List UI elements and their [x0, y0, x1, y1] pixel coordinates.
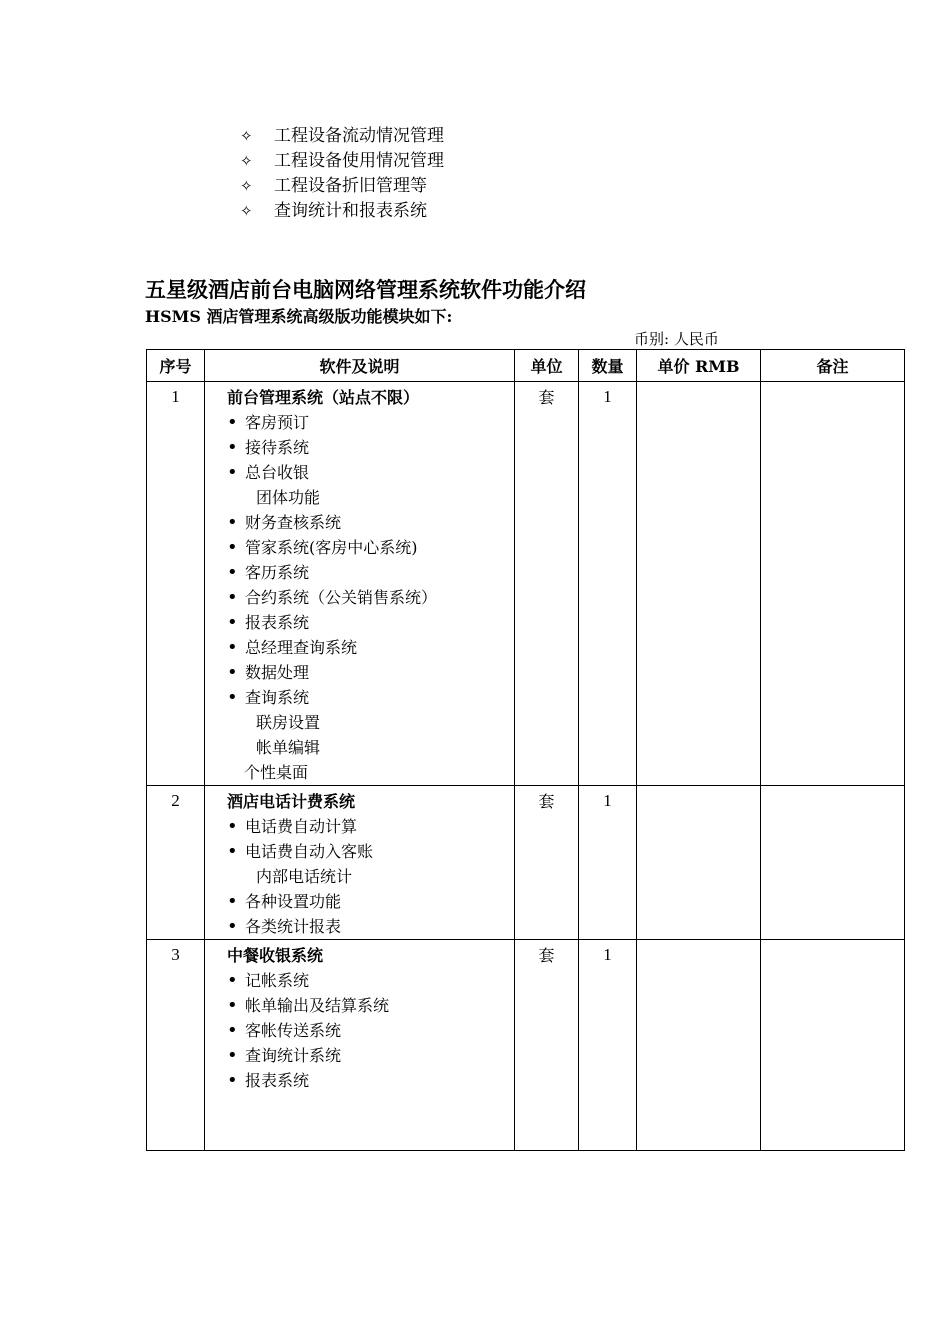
- price-cell: [637, 382, 761, 786]
- header-qty: 数量: [579, 350, 637, 382]
- feature-item: • 客房预订: [227, 410, 514, 435]
- remark-cell: [761, 382, 905, 786]
- feature-item: • 合约系统（公关销售系统）: [227, 585, 514, 610]
- feature-item: • 电话费自动入客账: [227, 839, 514, 864]
- qty-cell-value: 1: [603, 791, 612, 810]
- row-number: [147, 940, 205, 1151]
- software-description: [205, 940, 515, 1151]
- feature-item: 团体功能: [256, 488, 321, 507]
- list-item: ✧ 工程设备流动情况管理: [240, 124, 444, 149]
- qty-cell-value: 1: [603, 387, 612, 406]
- qty-cell-value: 1: [603, 945, 612, 964]
- feature-item: • 记帐系统: [227, 968, 514, 993]
- list-item: ✧ 工程设备使用情况管理: [240, 149, 444, 174]
- unit-cell: [515, 940, 579, 1151]
- table-row: [147, 940, 905, 1151]
- header-no: 序号: [147, 350, 205, 382]
- diamond-icon: ✧: [240, 202, 253, 220]
- header-software: 软件及说明: [205, 350, 515, 382]
- feature-item: • 查询系统: [227, 685, 514, 710]
- feature-item: • 报表系统: [227, 610, 514, 635]
- unit-cell: [515, 382, 579, 786]
- software-table: [146, 349, 905, 1151]
- feature-item: • 总台收银: [227, 460, 514, 485]
- table-header-row: [147, 350, 905, 382]
- section-subtitle: HSMS 酒店管理系统高级版功能模块如下:: [145, 307, 453, 326]
- feature-item: • 财务查核系统: [227, 510, 514, 535]
- remark-cell: [761, 940, 905, 1151]
- feature-item: • 客帐传送系统: [227, 1018, 514, 1043]
- feature-item: • 帐单输出及结算系统: [227, 993, 514, 1018]
- software-description: [205, 382, 515, 786]
- unit-cell-value: 套: [538, 792, 555, 811]
- feature-item: 联房设置: [256, 713, 321, 732]
- feature-item: 帐单编辑: [256, 738, 321, 757]
- feature-item: • 各种设置功能: [227, 889, 514, 914]
- qty-cell: [579, 786, 637, 940]
- module-title: 前台管理系统（站点不限）: [227, 388, 420, 407]
- unit-cell-value: 套: [538, 946, 555, 965]
- remark-cell-value: [761, 940, 904, 965]
- unit-cell-value: 套: [538, 388, 555, 407]
- feature-item: 个性桌面: [244, 763, 309, 782]
- feature-item: • 电话费自动计算: [227, 814, 514, 839]
- currency-note: 币别: 人民币: [634, 330, 719, 348]
- feature-item: • 报表系统: [227, 1068, 514, 1093]
- price-cell-value: [637, 382, 760, 407]
- feature-list: [240, 124, 444, 224]
- row-number: [147, 786, 205, 940]
- table-row: [147, 382, 905, 786]
- feature-item: • 接待系统: [227, 435, 514, 460]
- feature-item: • 各类统计报表: [227, 914, 514, 939]
- list-item: ✧ 查询统计和报表系统: [240, 199, 444, 224]
- qty-cell: [579, 940, 637, 1151]
- row-number: [147, 382, 205, 786]
- table-row: [147, 786, 905, 940]
- header-price: 单价 RMB: [637, 350, 761, 382]
- diamond-icon: ✧: [240, 127, 253, 145]
- row-number-value: 1: [171, 387, 180, 406]
- feature-item: • 客历系统: [227, 560, 514, 585]
- price-cell-value: [637, 786, 760, 811]
- diamond-icon: ✧: [240, 152, 253, 170]
- price-cell: [637, 786, 761, 940]
- row-number-value: 2: [171, 791, 180, 810]
- module-title: 中餐收银系统: [227, 946, 324, 965]
- row-number-value: 3: [171, 945, 180, 964]
- remark-cell-value: [761, 786, 904, 811]
- remark-cell-value: [761, 382, 904, 407]
- qty-cell: [579, 382, 637, 786]
- feature-item: • 数据处理: [227, 660, 514, 685]
- header-remark: 备注: [761, 350, 905, 382]
- price-cell: [637, 940, 761, 1151]
- header-unit: 单位: [515, 350, 579, 382]
- software-description: [205, 786, 515, 940]
- list-item: ✧ 工程设备折旧管理等: [240, 174, 444, 199]
- feature-item: • 查询统计系统: [227, 1043, 514, 1068]
- price-cell-value: [637, 940, 760, 965]
- remark-cell: [761, 786, 905, 940]
- feature-item: • 管家系统(客房中心系统): [227, 535, 514, 560]
- module-title: 酒店电话计费系统: [227, 792, 356, 811]
- unit-cell: [515, 786, 579, 940]
- page-title: 五星级酒店前台电脑网络管理系统软件功能介绍: [145, 277, 586, 302]
- feature-item: 内部电话统计: [256, 867, 353, 886]
- diamond-icon: ✧: [240, 177, 253, 195]
- feature-item: • 总经理查询系统: [227, 635, 514, 660]
